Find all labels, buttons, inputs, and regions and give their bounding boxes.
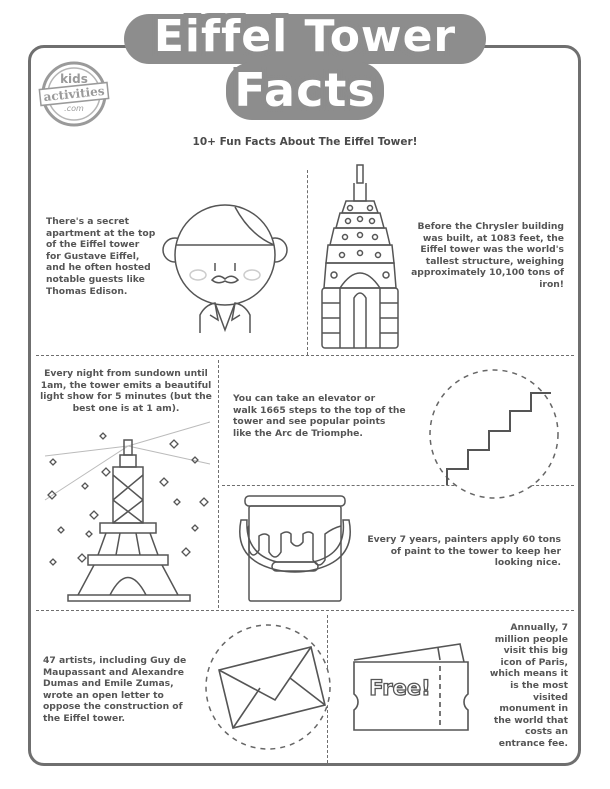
fact-line: of paint to the tower to keep her <box>390 545 561 557</box>
logo-kids: kids <box>60 72 88 86</box>
fact-line: visited <box>533 691 568 703</box>
fact-line: notable guests like <box>46 273 145 285</box>
fact-line: 1am, the tower emits a beautiful <box>40 379 212 391</box>
fact-line: tallest structure, weighing <box>425 255 564 267</box>
divider-horizontal-3 <box>36 610 574 611</box>
fact-line: There's a secret <box>46 216 129 227</box>
fact-line: visit this big <box>503 645 568 657</box>
fact-line: for Gustave Eiffel, <box>46 250 140 262</box>
fact-line: which means it <box>489 668 568 680</box>
fact-line: Dumas and Emile Zumas, <box>43 678 174 690</box>
fact-line: was built, at 1083 feet, the <box>422 232 564 244</box>
fact-line: approximately 10,100 tons of <box>411 267 564 279</box>
fact-line: million people <box>494 633 568 645</box>
fact-line: icon of Paris, <box>500 656 568 668</box>
fact-line: and he often hosted <box>46 262 151 274</box>
chrysler-building-icon <box>320 163 400 351</box>
ticket-label: Free! <box>369 676 431 700</box>
fact-line: oppose the construction of <box>43 701 183 713</box>
fact-line: Thomas Edison. <box>46 285 128 297</box>
fact-line: Annually, 7 <box>510 622 568 633</box>
fact-chrysler-building <box>400 221 564 291</box>
envelope-icon <box>205 620 335 755</box>
fact-paint <box>365 534 561 569</box>
eiffel-tower-sparkles-icon <box>40 410 220 605</box>
fact-line: You can take an elevator or <box>233 393 376 404</box>
fact-line: apartment at the top <box>46 227 156 239</box>
fact-line: best one is at 1 am). <box>72 402 180 414</box>
logo-activities: activities <box>42 83 106 105</box>
fact-line: Maupassant and Alexandre <box>43 666 184 678</box>
gustave-eiffel-portrait-icon <box>160 195 290 335</box>
fact-line: monument in <box>499 703 568 715</box>
fact-line: tower and see popular points <box>233 416 386 428</box>
kids-activities-logo[interactable] <box>40 60 108 128</box>
fact-line: Every 7 years, painters apply 60 tons <box>367 534 561 545</box>
page-title-line2: Facts <box>234 63 376 117</box>
page-title-line1: Eiffel Tower <box>153 11 457 62</box>
subtitle: 10+ Fun Facts About The Eiffel Tower! <box>192 136 418 148</box>
paint-bucket-icon <box>237 490 357 605</box>
fact-line: Before the Chrysler building <box>417 221 564 232</box>
fact-secret-apartment <box>46 216 166 297</box>
fact-line: is the most <box>510 679 568 691</box>
fact-line: the Eiffel tower. <box>43 712 125 724</box>
fact-visitors <box>480 622 568 750</box>
fact-line: walk 1665 steps to the top of the <box>233 404 406 416</box>
fact-steps <box>233 393 413 439</box>
stairs-icon <box>425 365 565 505</box>
fact-light-show <box>38 368 214 414</box>
fact-line: entrance fee. <box>498 737 568 749</box>
fact-line: wrote an open letter to <box>43 689 164 701</box>
logo-com: .com <box>64 104 84 113</box>
fact-line: of the Eiffel tower <box>46 239 140 251</box>
fact-line: like the Arc de Triomphe. <box>233 427 363 439</box>
divider-vertical-top <box>307 170 308 355</box>
fact-line: 47 artists, including Guy de <box>43 655 187 666</box>
fact-open-letter <box>43 655 193 725</box>
fact-line: looking nice. <box>494 557 561 569</box>
fact-line: iron! <box>539 278 564 290</box>
fact-line: Eiffel tower was the world's <box>420 244 564 256</box>
fact-line: Every night from sundown until <box>44 368 208 379</box>
divider-horizontal-1 <box>36 355 574 356</box>
fact-line: costs an <box>524 726 568 738</box>
fact-line: the world that <box>493 714 568 726</box>
fact-line: light show for 5 minutes (but the <box>40 391 212 403</box>
